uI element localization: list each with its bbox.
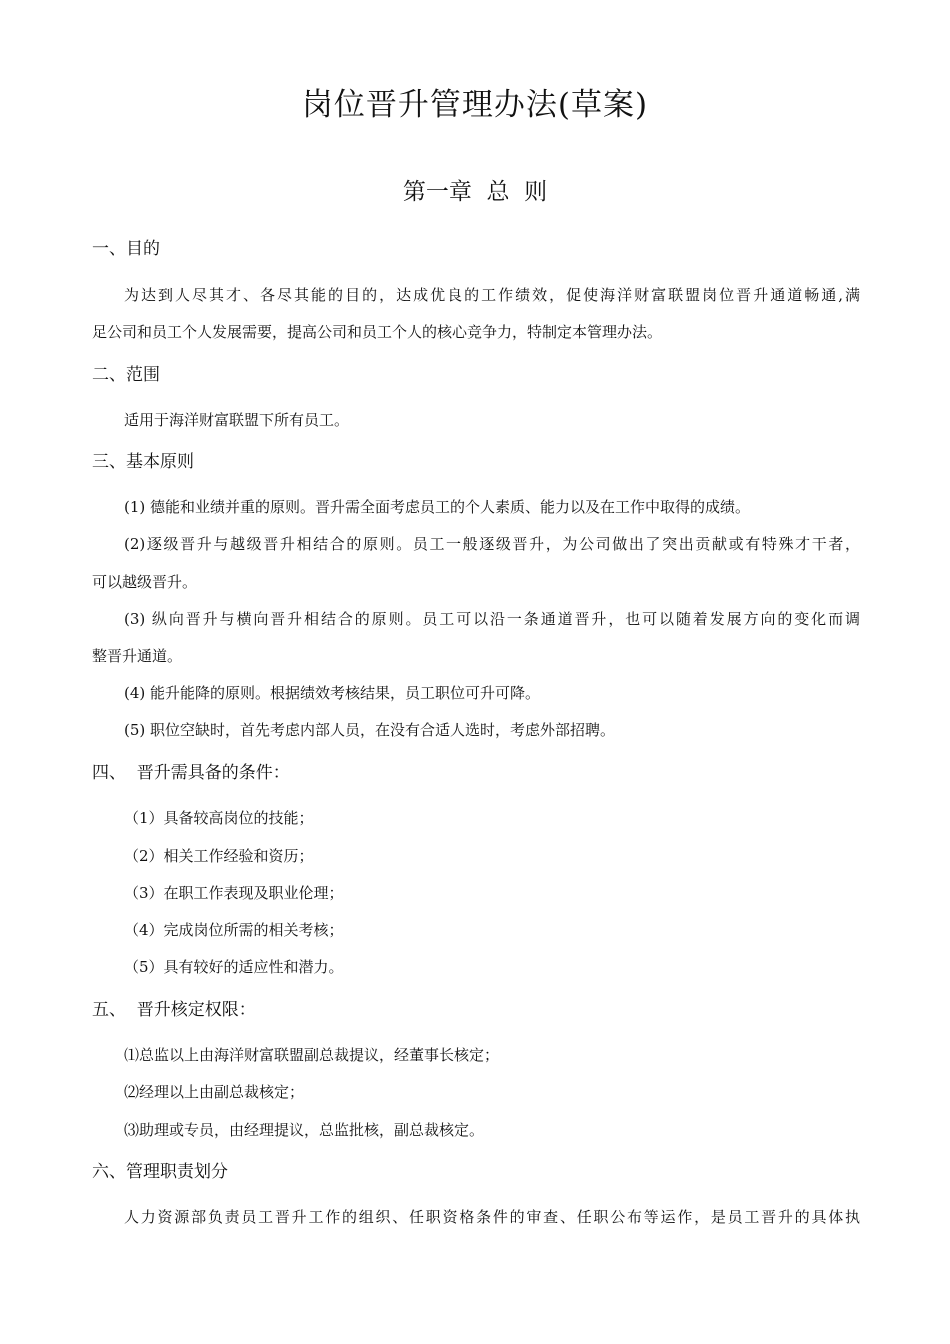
paragraph-line: 足公司和员工个人发展需要，提高公司和员工个人的核心竞争力，特制定本管理办法。 (92, 323, 663, 341)
principle-item: (2)逐级晋升与越级晋升相结合的原则。员工一般逐级晋升，为公司做出了突出贡献或有特殊才干者， (124, 535, 860, 553)
authority-item: ⑴总监以上由海洋财富联盟副总裁提议，经董事长核定； (124, 1046, 500, 1064)
principle-item-continuation: 可以越级晋升。 (92, 573, 198, 591)
principle-item: (4) 能升能降的原则。根据绩效考核结果，员工职位可升可降。 (124, 684, 541, 702)
section-heading-principles: 三、基本原则 (92, 452, 194, 472)
section-heading-purpose: 一、目的 (92, 239, 160, 259)
section-heading-scope: 二、范围 (92, 365, 160, 385)
condition-item: （5）具有较好的适应性和潜力。 (124, 958, 344, 976)
principle-item: (5) 职位空缺时，首先考虑内部人员，在没有合适人选时，考虑外部招聘。 (124, 721, 616, 739)
condition-item: （4）完成岗位所需的相关考核； (124, 921, 344, 939)
paragraph-line: 为达到人尽其才、各尽其能的目的，达成优良的工作绩效，促使海洋财富联盟岗位晋升通道畅通,满 (124, 286, 860, 304)
document-title: 岗位晋升管理办法(草案) (301, 87, 649, 123)
section-heading-authority: 五、 晋升核定权限： (92, 1000, 256, 1020)
chapter-title: 第一章 总 则 (402, 179, 548, 205)
section-heading-conditions: 四、 晋升需具备的条件： (92, 763, 290, 783)
condition-item: （1）具备较高岗位的技能； (124, 809, 314, 827)
condition-item: （2）相关工作经验和资历； (124, 847, 314, 865)
paragraph-line: 适用于海洋财富联盟下所有员工。 (124, 411, 350, 429)
authority-item: ⑶助理或专员，由经理提议，总监批核，副总裁核定。 (124, 1121, 485, 1139)
principle-item: (1) 德能和业绩并重的原则。晋升需全面考虑员工的个人素质、能力以及在工作中取得的成绩。 (124, 498, 751, 516)
section-heading-responsibilities: 六、管理职责划分 (92, 1162, 228, 1182)
authority-item: ⑵经理以上由副总裁核定； (124, 1083, 305, 1101)
principle-item-continuation: 整晋升通道。 (92, 647, 183, 665)
condition-item: （3）在职工作表现及职业伦理； (124, 884, 344, 902)
paragraph-line: 人力资源部负责员工晋升工作的组织、任职资格条件的审查、任职公布等运作，是员工晋升的具体执 (124, 1208, 860, 1226)
principle-item: (3) 纵向晋升与横向晋升相结合的原则。员工可以沿一条通道晋升，也可以随着发展方向的变化而调 (124, 610, 860, 628)
